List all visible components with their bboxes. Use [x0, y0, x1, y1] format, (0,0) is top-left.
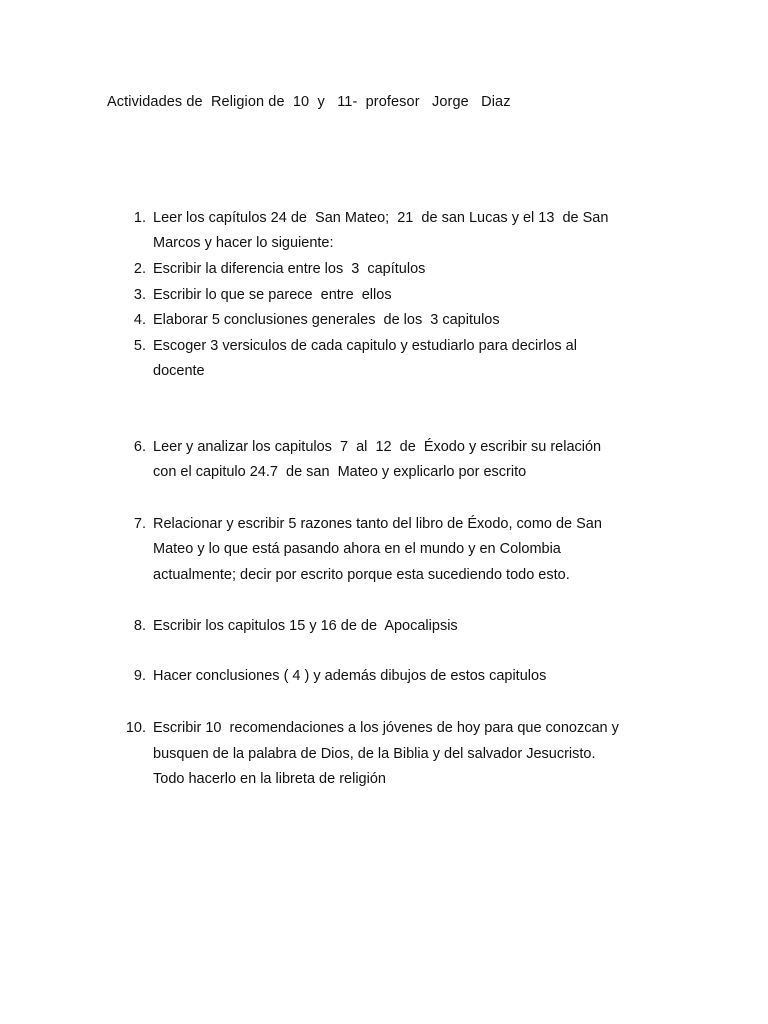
- list-item-line: Escribir los capitulos 15 y 16 de de Apocalipsis: [153, 618, 458, 634]
- list-item-line: Escribir la diferencia entre los 3 capítulos: [153, 261, 426, 277]
- list-item-number: 5.: [133, 338, 146, 354]
- list-item-line: con el capitulo 24.7 de san Mateo y explicarlo por escrito: [153, 464, 527, 480]
- list-item-line: Leer y analizar los capitulos 7 al 12 de Éxodo y escribir su relación: [153, 439, 602, 455]
- list-item-line: Escoger 3 versiculos de cada capitulo y estudiarlo para decirlos al: [153, 338, 577, 354]
- list-item-number: 2.: [133, 261, 146, 277]
- list-item-line: Hacer conclusiones ( 4 ) y además dibujos de estos capitulos: [153, 668, 547, 684]
- list-item-number: 8.: [133, 618, 146, 634]
- list-item-line: Escribir 10 recomendaciones a los jóvenes de hoy para que conozcan y: [153, 720, 619, 736]
- list-item-line: Leer los capítulos 24 de San Mateo; 21 de san Lucas y el 13 de San: [153, 210, 609, 226]
- list-item-line: Todo hacerlo en la libreta de religión: [153, 771, 386, 787]
- list-item-number: 7.: [133, 516, 146, 532]
- list-item-line: Elaborar 5 conclusiones generales de los 3 capitulos: [153, 312, 500, 328]
- document-title: Actividades de Religion de 10 y 11- profesor Jorge Diaz: [107, 94, 511, 110]
- list-item-line: docente: [153, 363, 205, 379]
- list-item-number: 3.: [133, 287, 146, 303]
- list-item-line: Mateo y lo que está pasando ahora en el mundo y en Colombia: [153, 541, 561, 557]
- list-item-line: actualmente; decir por escrito porque esta sucediendo todo esto.: [153, 567, 570, 583]
- list-item-number: 10.: [125, 720, 146, 736]
- list-item-number: 6.: [133, 439, 146, 455]
- list-item-line: Relacionar y escribir 5 razones tanto del libro de Éxodo, como de San: [153, 516, 602, 532]
- list-item-line: Escribir lo que se parece entre ellos: [153, 287, 392, 303]
- list-item-number: 9.: [133, 668, 146, 684]
- list-item-number: 1.: [133, 210, 146, 226]
- list-item-line: busquen de la palabra de Dios, de la Biblia y del salvador Jesucristo.: [153, 746, 596, 762]
- list-item-number: 4.: [133, 312, 146, 328]
- list-item-line: Marcos y hacer lo siguiente:: [153, 235, 334, 251]
